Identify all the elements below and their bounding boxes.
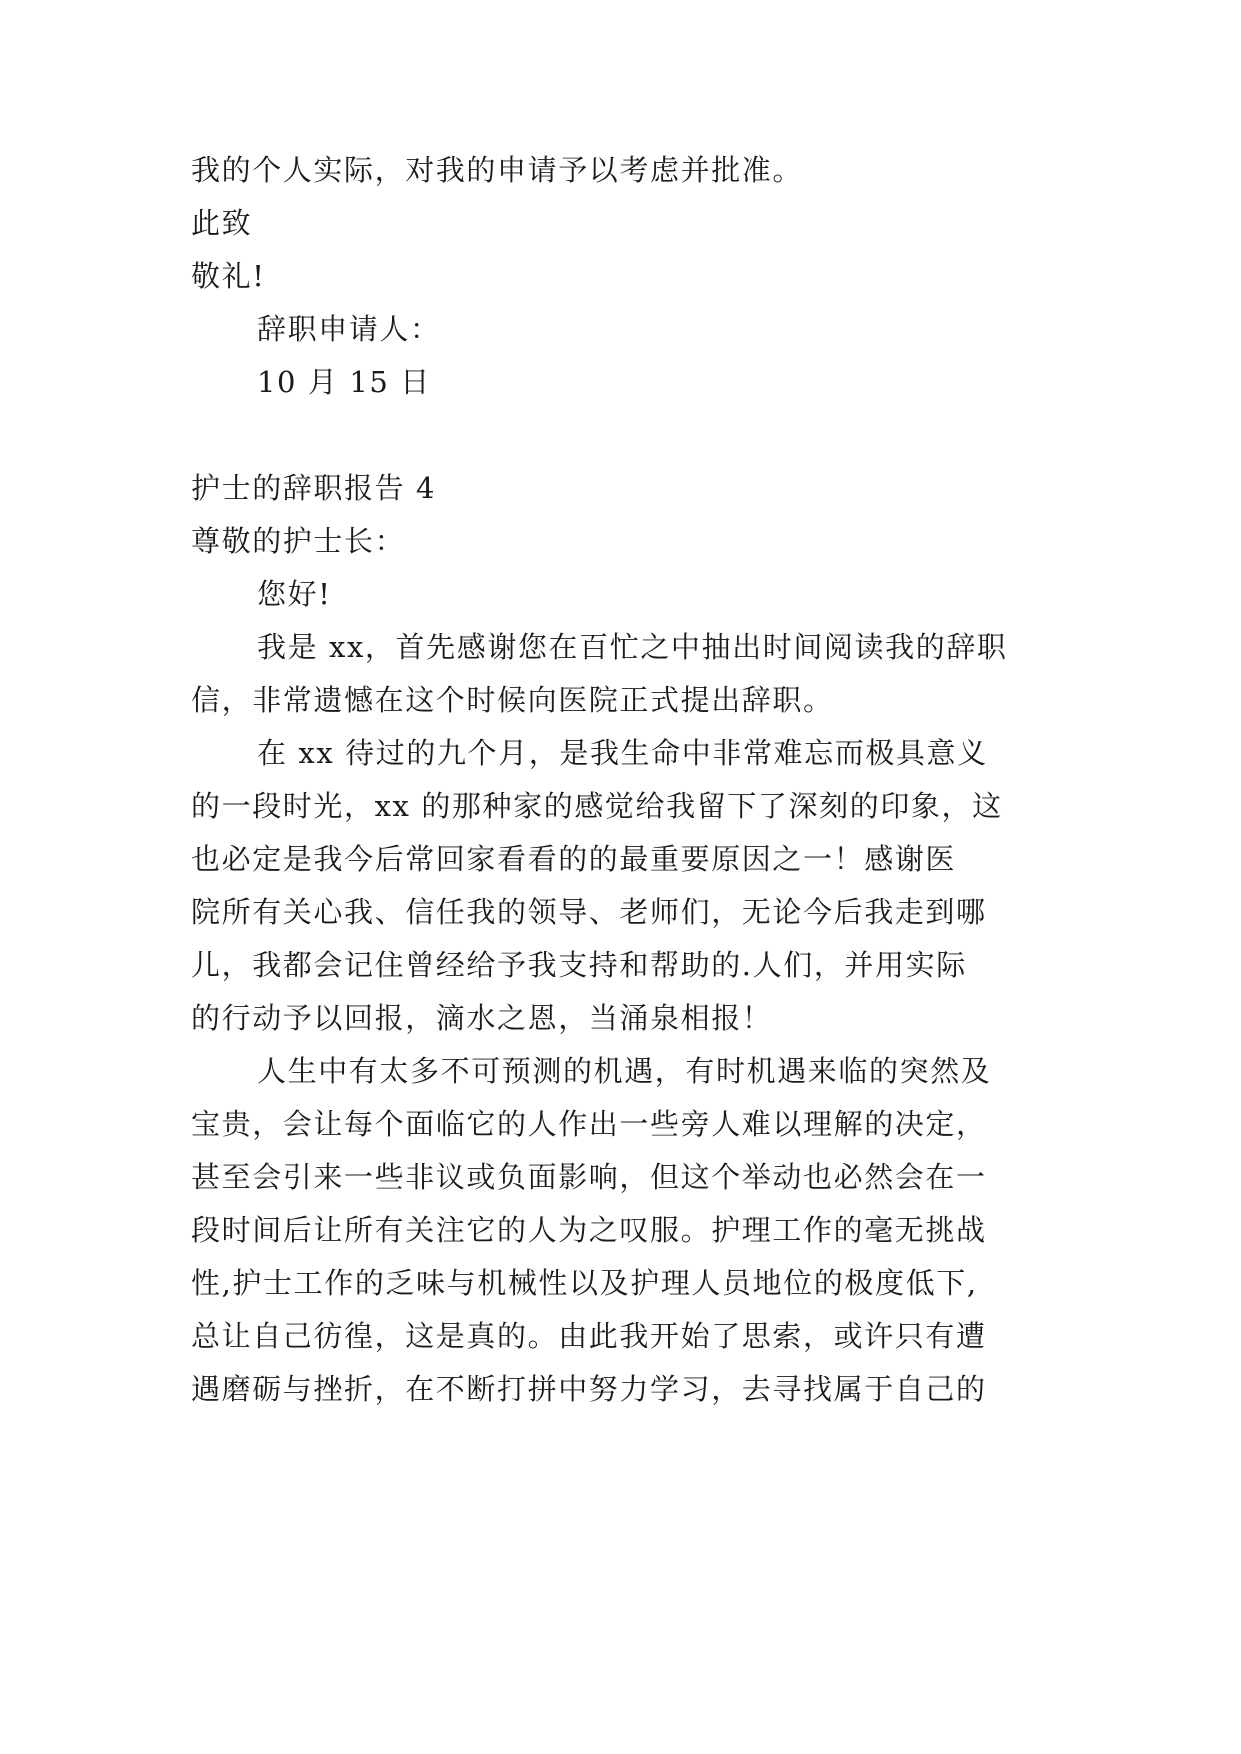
paragraph-1-line: 我是 xx，首先感谢您在百忙之中抽出时间阅读我的辞职 [257,630,1008,664]
paragraph-2-line: 的一段时光，xx 的那种家的感觉给我留下了深刻的印象，这 [191,789,1003,823]
closing-request-line: 我的个人实际，对我的申请予以考虑并批准。 [191,153,804,187]
closing-phrase-jingli: 敬礼! [191,259,266,293]
signature-label: 辞职申请人： [257,312,441,346]
paragraph-2-line: 也必定是我今后常回家看看的的最重要原因之一！感谢医 [191,842,957,876]
paragraph-3-line: 宝贵，会让每个面临它的人作出一些旁人难以理解的决定， [191,1107,987,1141]
paragraph-3-line: 段时间后让所有关注它的人为之叹服。护理工作的毫无挑战 [191,1213,987,1247]
paragraph-2-line: 在 xx 待过的九个月，是我生命中非常难忘而极具意义 [257,736,988,770]
paragraph-3-line: 总让自己彷徨，这是真的。由此我开始了思索，或许只有遭 [191,1319,987,1353]
paragraph-3-line: 人生中有太多不可预测的机遇，有时机遇来临的突然及 [257,1054,992,1088]
paragraph-3-line: 甚至会引来一些非议或负面影响，但这个举动也必然会在一 [191,1160,987,1194]
greeting: 您好! [257,577,332,611]
section-title: 护士的辞职报告 4 [191,471,437,505]
paragraph-2-line: 的行动予以回报，滴水之恩，当涌泉相报！ [191,1001,773,1035]
salutation: 尊敬的护士长： [191,524,406,558]
paragraph-2-line: 院所有关心我、信任我的领导、老师们，无论今后我走到哪 [191,895,987,929]
closing-phrase-cizhi: 此致 [191,206,253,240]
paragraph-1-line: 信，非常遗憾在这个时候向医院正式提出辞职。 [191,683,834,717]
letter-date: 10 月 15 日 [257,365,431,399]
paragraph-3-line: 性,护士工作的乏味与机械性以及护理人员地位的极度低下, [191,1266,978,1300]
paragraph-2-line: 儿，我都会记住曾经给予我支持和帮助的.人们，并用实际 [191,948,967,982]
paragraph-3-line: 遇磨砺与挫折，在不断打拼中努力学习，去寻找属于自己的 [191,1372,987,1406]
